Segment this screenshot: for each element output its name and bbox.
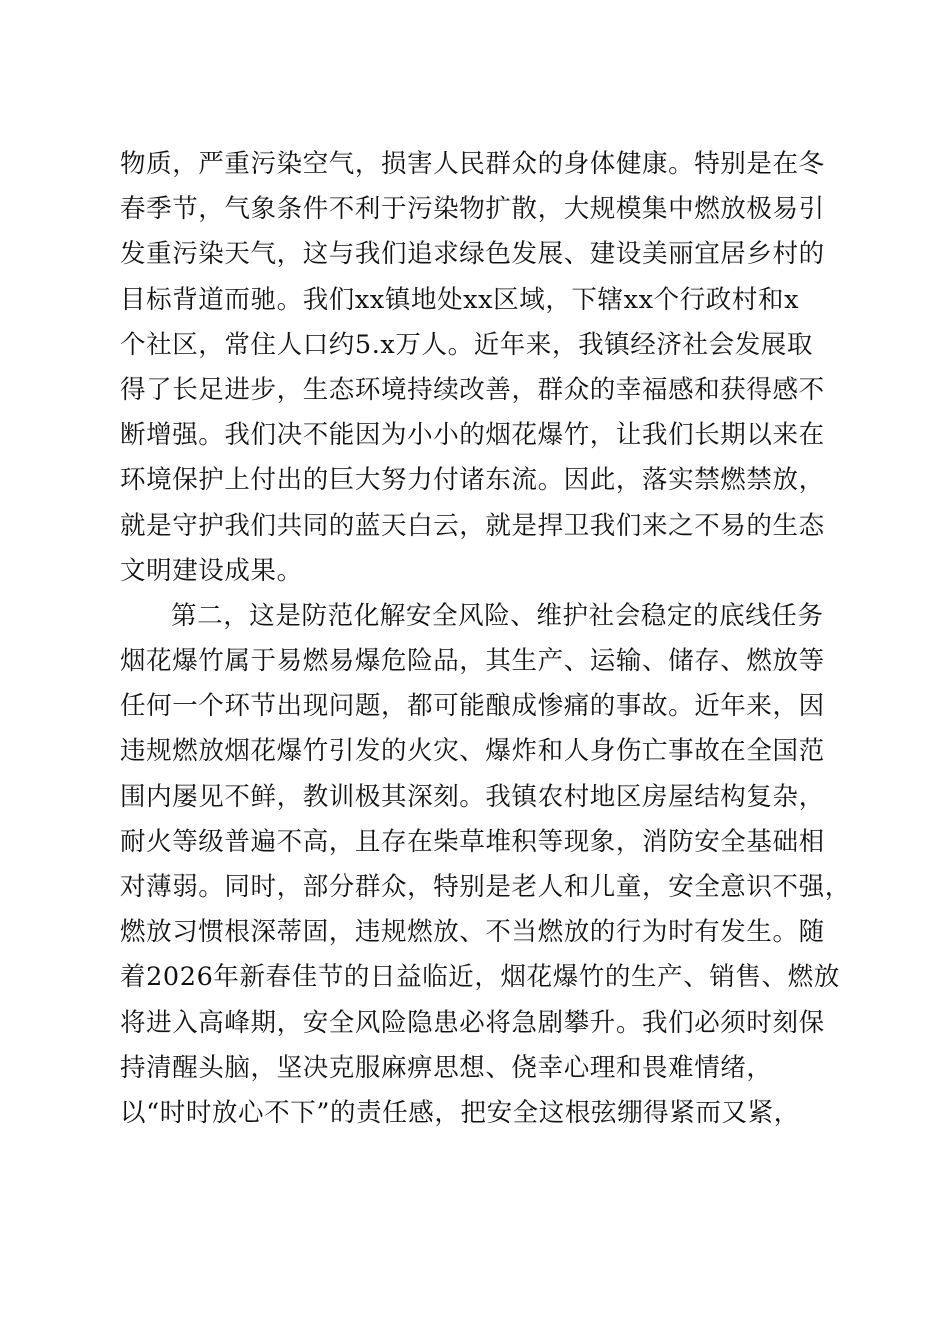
text-line: 物质，严重污染空气，损害人民群众的身体健康。特别是在冬 <box>120 149 825 179</box>
text-line: 环境保护上付出的巨大努力付诸东流。因此，落实禁燃禁放， <box>120 465 825 496</box>
text-line: 违规燃放烟花爆竹引发的火灾、爆炸和人身伤亡事故在全国范 <box>120 736 825 767</box>
text-line: 围内屡见不鲜，教训极其深刻。我镇农村地区房屋结构复杂， <box>120 781 825 812</box>
text-line: 烟花爆竹属于易燃易爆危险品，其生产、运输、储存、燃放等 <box>120 646 825 677</box>
text-line: 着2026年新春佳节的日益临近，烟花爆竹的生产、销售、燃放 <box>120 962 840 993</box>
text-line: 持清醒头脑，坚决克服麻痹思想、侥幸心理和畏难情绪， <box>120 1052 773 1083</box>
text-line: 将进入高峰期，安全风险隐患必将急剧攀升。我们必须时刻保 <box>120 1007 825 1038</box>
text-line: 任何一个环节出现问题，都可能酿成惨痛的事故。近年来，因 <box>120 691 825 722</box>
text-line: 春季节，气象条件不利于污染物扩散，大规模集中燃放极易引 <box>120 194 825 225</box>
text-line: 文明建设成果。 <box>120 555 303 586</box>
text-line: 得了长足进步，生态环境持续改善，群众的幸福感和获得感不 <box>120 374 825 405</box>
text-line: 就是守护我们共同的蓝天白云，就是捍卫我们来之不易的生态 <box>120 510 825 541</box>
text-line: 目标背道而驰。我们xx镇地处xx区域，下辖xx个行政村和x <box>120 284 800 315</box>
text-line: 以“时时放心不下”的责任感，把安全这根弦绷得紧而又紧， <box>120 1097 800 1128</box>
section-heading: 第二，这是防范化解安全风险、维护社会稳定的底线任务 <box>171 600 824 631</box>
text-line: 发重污染天气，这与我们追求绿色发展、建设美丽宜居乡村的 <box>120 239 825 270</box>
document-body <box>120 142 851 1136</box>
text-line: 个社区，常住人口约5.x万人。近年来，我镇经济社会发展取 <box>120 329 814 360</box>
text-line: 燃放习惯根深蒂固，违规燃放、不当燃放的行为时有发生。随 <box>120 917 825 948</box>
text-line: 耐火等级普遍不高，且存在柴草堆积等现象，消防安全基础相 <box>120 826 825 857</box>
text-line: 断增强。我们决不能因为小小的烟花爆竹，让我们长期以来在 <box>120 420 825 451</box>
text-line: 对薄弱。同时，部分群众，特别是老人和儿童，安全意识不强， <box>120 872 851 902</box>
